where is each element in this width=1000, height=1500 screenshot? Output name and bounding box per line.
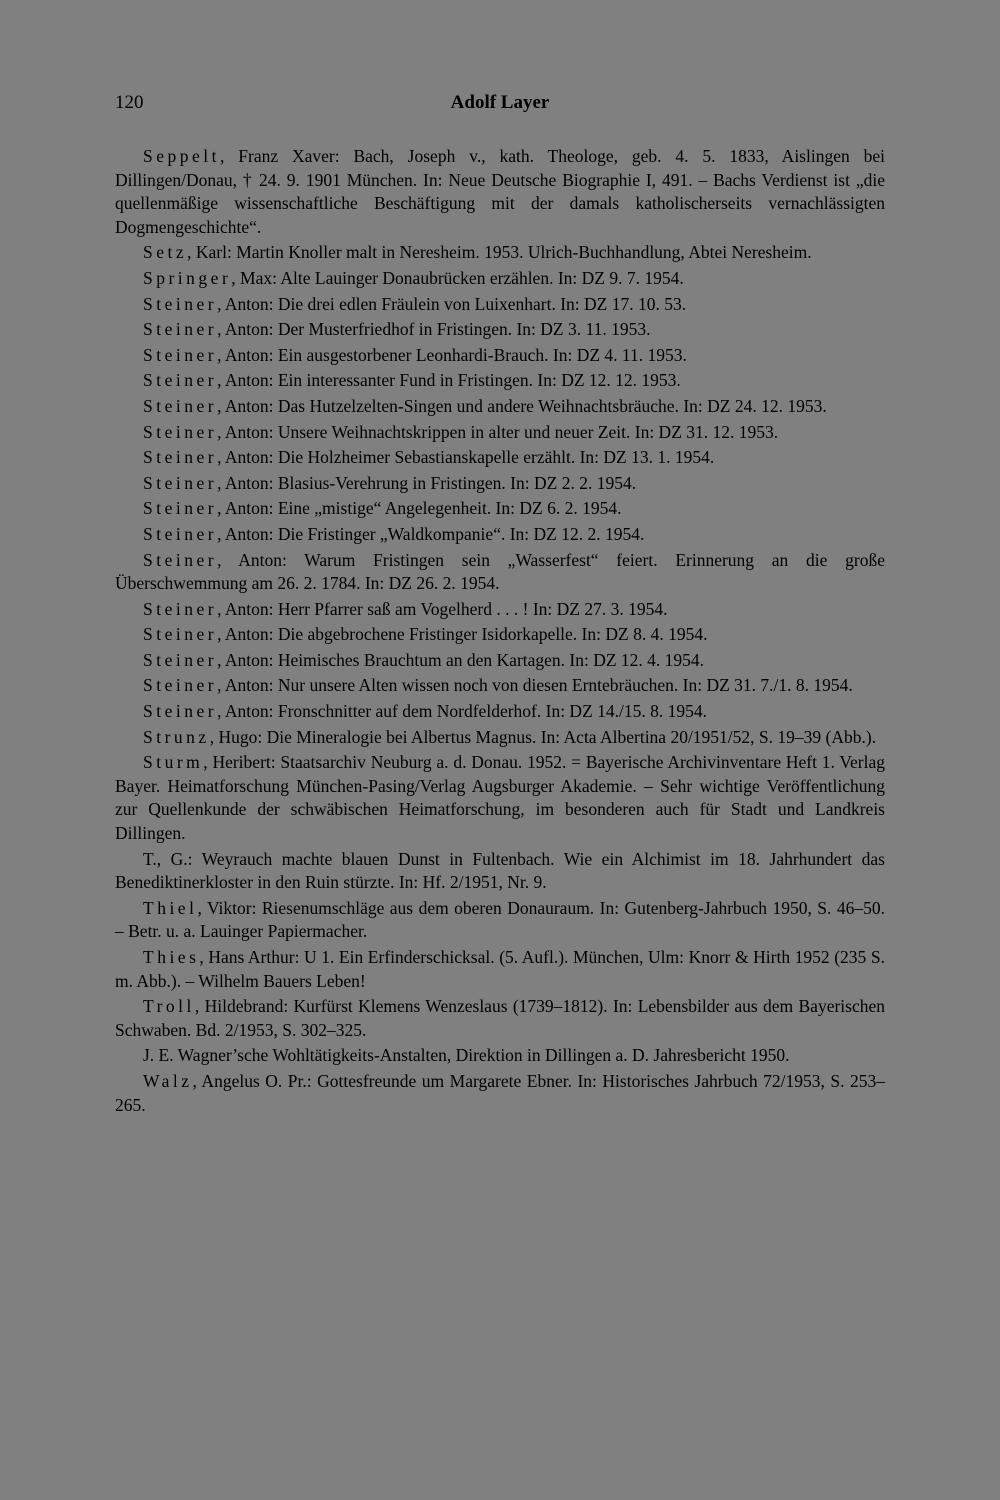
bibliography-entry <box>115 421 885 445</box>
entry-text: , Hildebrand: Kurfürst Klemens Wenzeslaus (1739–1812). In: Lebensbilder aus dem Bayerischen Schwaben. Bd. 2/1953, S. 302–325. <box>115 996 885 1040</box>
entry-text: , Anton: Die Holzheimer Sebastianskapelle erzählt. In: DZ 13. 1. 1954. <box>217 447 715 468</box>
entry-author: Steiner <box>143 395 218 416</box>
entry-text: , Heribert: Staatsarchiv Neuburg a. d. Donau. 1952. = Bayerische Archivinventare Heft 1. Verlag Bayer. Heimatforschung München-Pasing/Verlag Augsburger Akademie. – Sehr wichtige Veröffentlichung zur Quellenkunde der schwäbischen Heimatforschung, im besonderen auch für Stadt und Landkreis Dillingen. <box>115 752 885 844</box>
entry-text: , Anton: Fronschnitter auf dem Nordfelderhof. In: DZ 14./15. 8. 1954. <box>217 701 707 722</box>
entry-author: Strunz <box>143 726 210 747</box>
bibliography-entry <box>115 446 885 470</box>
bibliography-entry <box>115 1070 885 1117</box>
entry-text: , Anton: Die abgebrochene Fristinger Isidorkapelle. In: DZ 8. 4. 1954. <box>217 624 708 645</box>
entry-text: , Max: Alte Lauinger Donaubrücken erzählen. In: DZ 9. 7. 1954. <box>231 267 684 288</box>
entry-text: , Viktor: Riesenumschläge aus dem oberen Donauraum. In: Gutenberg-Jahrbuch 1950, S. 46–50. – Betr. u. a. Lauinger Papiermacher. <box>115 897 885 942</box>
bibliography-entry <box>115 598 885 622</box>
entry-author: Steiner <box>143 523 218 544</box>
entry-author: Steiner <box>143 675 218 696</box>
entry-text: , Hans Arthur: U 1. Ein Erfinderschicksal. (5. Aufl.). München, Ulm: Knorr & Hirth 1952 (235 S. m. Abb.). – Wilhelm Bauers Leben! <box>115 947 885 991</box>
entry-text: J. E. Wagner’sche Wohltätigkeits-Anstalten, Direktion in Dillingen a. D. Jahresbericht 1950. <box>143 1045 790 1066</box>
bibliography-entry <box>115 623 885 647</box>
entry-author: Steiner <box>143 549 218 570</box>
bibliography-entry <box>115 751 885 845</box>
entry-text: , Anton: Eine „mistige“ Angelegenheit. In: DZ 6. 2. 1954. <box>217 498 622 519</box>
entry-author: Steiner <box>143 421 218 442</box>
running-head: Adolf Layer <box>450 92 550 113</box>
bibliography-entry <box>115 848 885 895</box>
bibliography-entry <box>115 472 885 496</box>
bibliography-entry <box>115 318 885 342</box>
entry-text: , Anton: Die Fristinger „Waldkompanie“. In: DZ 12. 2. 1954. <box>217 523 645 544</box>
entry-author: Steiner <box>143 649 218 670</box>
entry-text: , Anton: Ein interessanter Fund in Fristingen. In: DZ 12. 12. 1953. <box>217 370 681 391</box>
entry-author: Steiner <box>143 293 218 314</box>
page-number: 120 <box>115 92 144 113</box>
entry-text: , Anton: Blasius-Verehrung in Fristingen. In: DZ 2. 2. 1954. <box>217 472 637 493</box>
entry-text: , Franz Xaver: Bach, Joseph v., kath. Theologe, geb. 4. 5. 1833, Aislingen bei Dillingen/Donau, † 24. 9. 1901 München. In: Neue Deutsche Biographie I, 491. – Bachs Verdienst ist „die quellenmäßige wissenschaftliche Beschäftigung mit der damals katholischerseits vernachlässigten Dogmengeschichte“. <box>115 146 885 237</box>
entry-author: Steiner <box>143 472 218 493</box>
entry-text: , Anton: Ein ausgestorbener Leonhardi-Brauch. In: DZ 4. 11. 1953. <box>217 344 687 365</box>
entry-author: Steiner <box>143 319 218 340</box>
entry-author: Thiel <box>143 897 198 918</box>
entry-text: , Hugo: Die Mineralogie bei Albertus Magnus. In: Acta Albertina 20/1951/52, S. 19–39 (Abb.). <box>209 726 877 747</box>
entry-text: , Anton: Die drei edlen Fräulein von Luixenhart. In: DZ 17. 10. 53. <box>217 293 687 314</box>
bibliography-entry <box>115 523 885 547</box>
bibliography-entry <box>115 145 885 239</box>
entry-author: Setz <box>143 242 188 263</box>
bibliography-entry <box>115 946 885 993</box>
bibliography-list <box>115 145 885 1119</box>
page-header <box>115 92 885 120</box>
bibliography-entry <box>115 293 885 317</box>
entry-author: Seppelt <box>143 146 220 166</box>
entry-text: , Anton: Das Hutzelzelten-Singen und andere Weihnachtsbräuche. In: DZ 24. 12. 1953. <box>217 395 827 416</box>
entry-author: Springer <box>143 267 232 288</box>
entry-text: , Anton: Herr Pfarrer saß am Vogelherd . . . ! In: DZ 27. 3. 1954. <box>217 598 668 619</box>
bibliography-entry <box>115 674 885 698</box>
entry-author: Steiner <box>143 701 218 722</box>
bibliography-entry <box>115 995 885 1042</box>
entry-text: , Angelus O. Pr.: Gottesfreunde um Margarete Ebner. In: Historisches Jahrbuch 72/1953, S. 253–265. <box>115 1070 885 1115</box>
entry-text: , Anton: Nur unsere Alten wissen noch von diesen Erntebräuchen. In: DZ 31. 7./1. 8. 1954. <box>217 675 853 696</box>
bibliography-entry <box>115 897 885 944</box>
bibliography-entry <box>115 344 885 368</box>
entry-author: Troll <box>143 996 195 1017</box>
entry-text: , Anton: Warum Fristingen sein „Wasserfest“ feiert. Erinnerung an die große Überschwemmung am 26. 2. 1784. In: DZ 26. 2. 1954. <box>115 549 885 594</box>
bibliography-entry <box>115 267 885 291</box>
bibliography-entry <box>115 549 885 596</box>
bibliography-entry <box>115 700 885 724</box>
entry-text: , Anton: Heimisches Brauchtum an den Kartagen. In: DZ 12. 4. 1954. <box>217 649 705 670</box>
entry-author: Thies <box>143 947 200 967</box>
bibliography-entry <box>115 726 885 750</box>
entry-author: Steiner <box>143 370 218 391</box>
entry-author: Steiner <box>143 447 218 468</box>
entry-text: , Anton: Unsere Weihnachtskrippen in alter und neuer Zeit. In: DZ 31. 12. 1953. <box>217 421 779 442</box>
bibliography-entry <box>115 395 885 419</box>
entry-text: , Anton: Der Musterfriedhof in Fristingen. In: DZ 3. 11. 1953. <box>217 319 651 340</box>
entry-author: Sturm <box>143 752 204 773</box>
entry-author: Steiner <box>143 344 218 365</box>
bibliography-entry <box>115 369 885 393</box>
bibliography-entry <box>115 1044 885 1068</box>
entry-text: T., G.: Weyrauch machte blauen Dunst in Fultenbach. Wie ein Alchimist im 18. Jahrhundert das Benediktinerkloster in den Ruin stürzte. In: Hf. 2/1951, Nr. 9. <box>115 848 885 893</box>
bibliography-entry <box>115 241 885 265</box>
bibliography-entry <box>115 649 885 673</box>
entry-author: Steiner <box>143 498 218 519</box>
bibliography-entry <box>115 497 885 521</box>
entry-author: Walz <box>143 1070 193 1091</box>
entry-author: Steiner <box>143 624 218 645</box>
entry-text: , Karl: Martin Knoller malt in Neresheim. 1953. Ulrich-Buchhandlung, Abtei Neresheim. <box>187 242 812 263</box>
entry-author: Steiner <box>143 598 218 619</box>
